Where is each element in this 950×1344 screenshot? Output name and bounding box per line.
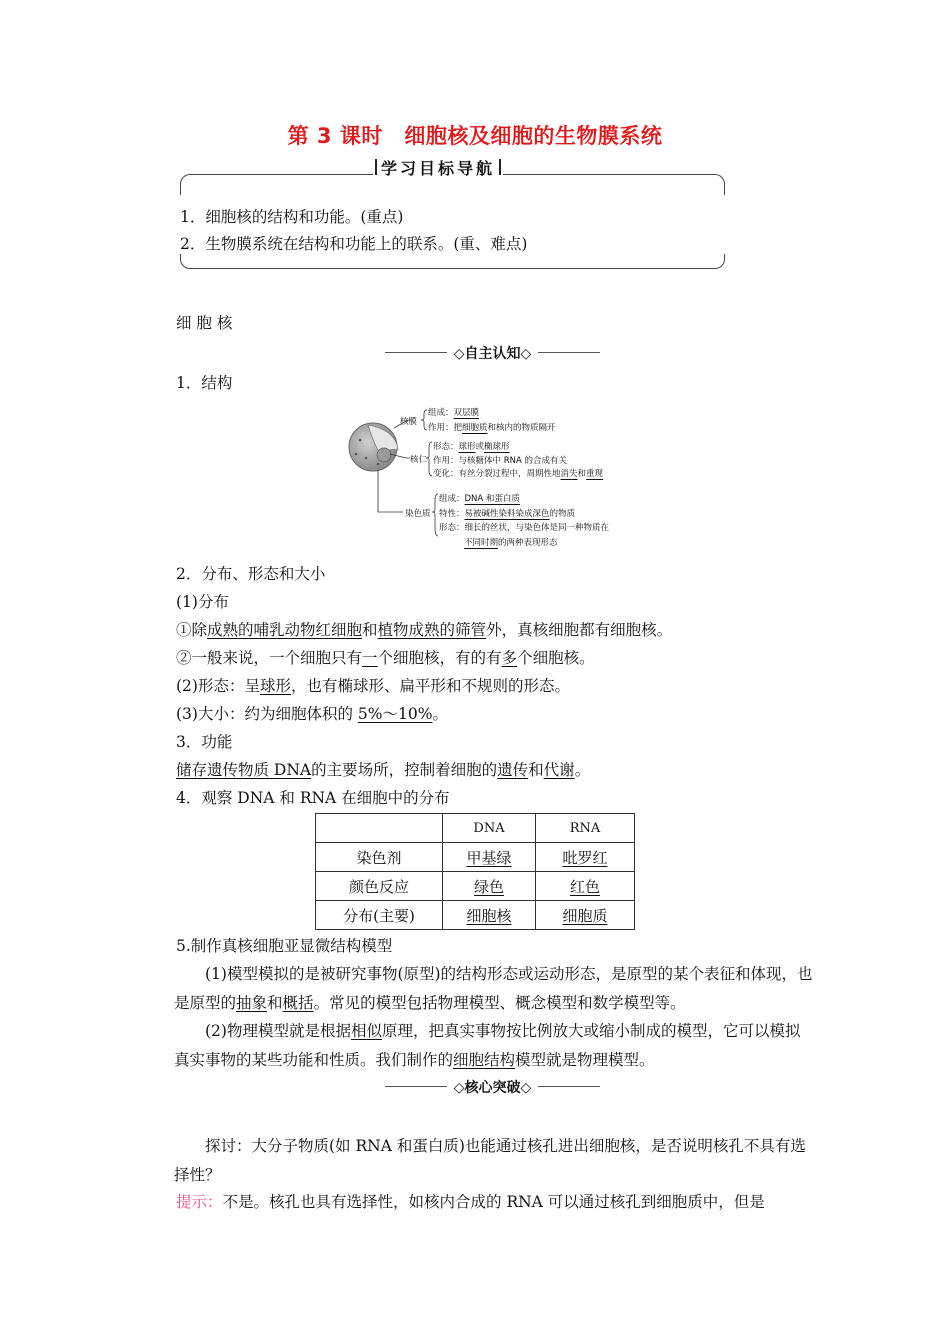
divider-label: ◇自主认知◇ [453, 346, 532, 362]
table-cell: 甲基绿 [443, 843, 536, 872]
nucleolus-function: 作用：与核糖体中 RNA 的合成有关 [433, 456, 567, 466]
learning-goals-box [180, 159, 725, 270]
s2-line1: ①除成熟的哺乳动物红细胞和植物成熟的筛管外，真核细胞都有细胞核。 [176, 621, 673, 639]
hint-label: 提示： [176, 1193, 223, 1211]
s2-line4: (3)大小：约为细胞体积的 5%～10%。 [176, 705, 448, 723]
table-cell: 染色剂 [316, 843, 443, 872]
table-cell: 分布(主要) [316, 901, 443, 930]
s3-heading: 3．功能 [176, 733, 233, 751]
table-cell: 吡罗红 [536, 843, 635, 872]
table-cell: 细胞质 [536, 901, 635, 930]
chromatin-form-2: 不同时期的两种表现形态 [464, 538, 558, 548]
nucleolus-label: 核仁 [410, 455, 428, 465]
s5-paragraph-2: (2)物理模型就是根据相似原理，把真实事物按比例放大或缩小制成的模型，它可以模拟真实事物的某些功能和性质。我们制作的细胞结构模型就是物理模型。 [174, 1022, 801, 1069]
membrane-function: 作用：把细胞质和核内的物质隔开 [428, 423, 556, 433]
table-cell: 颜色反应 [316, 872, 443, 901]
page-title: 第 3 课时 细胞核及细胞的生物膜系统 [287, 124, 663, 148]
membrane-label: 核膜 [400, 417, 418, 427]
chromatin-label: 染色质 [405, 509, 431, 519]
goals-label: 学习目标导航 [373, 156, 503, 179]
s5-paragraph-1: (1)模型模拟的是被研究事物(原型)的结构形态或运动形态，是原型的某个表征和体现，也是原型的抽象和概括。常见的模型包括物理模型、概念模型和数学模型等。 [174, 965, 813, 1012]
nucleus-structure-diagram [348, 400, 628, 552]
table-row [316, 872, 635, 901]
goals-bottom-border [180, 254, 725, 269]
table-header-cell [316, 814, 443, 843]
s5-heading: 5.制作真核细胞亚显微结构模型 [176, 937, 393, 955]
inquiry-answer: 提示：不是。核孔也具有选择性，如核内合成的 RNA 可以通过核孔到细胞质中，但是 [176, 1193, 765, 1211]
table-cell: 红色 [536, 872, 635, 901]
goal-item-2: 2．生物膜系统在结构和功能上的联系。(重、难点) [180, 235, 528, 253]
divider-self-study [385, 343, 600, 363]
s2-line2: ②一般来说，一个细胞只有一个细胞核，有的有多个细胞核。 [176, 649, 595, 667]
table-header-cell: RNA [536, 814, 635, 843]
s2-line3: (2)形态：呈球形，也有椭球形、扁平形和不规则的形态。 [176, 677, 570, 695]
membrane-composition: 组成：双层膜 [428, 408, 480, 418]
s2-heading: 2．分布、形态和大小 [176, 565, 326, 583]
inquiry-question: 探讨：大分子物质(如 RNA 和蛋白质)也能通过核孔进出细胞核，是否说明核孔不具有选择性？ [174, 1137, 806, 1184]
divider-label: ◇核心突破◇ [453, 1080, 532, 1096]
nucleolus-change: 变化：有丝分裂过程中，周期性地消失和重现 [433, 469, 604, 479]
chromatin-composition: 组成：DNA 和蛋白质 [439, 494, 520, 504]
table-row [316, 901, 635, 930]
table-cell: 细胞核 [443, 901, 536, 930]
section-heading: 细 胞 核 [176, 314, 233, 332]
observation-table [315, 813, 635, 930]
table-header-cell: DNA [443, 814, 536, 843]
s4-heading: 4．观察 DNA 和 RNA 在细胞中的分布 [176, 789, 450, 807]
s2-sub1: (1)分布 [176, 593, 229, 611]
nucleolus-shape: 形态：球形或椭球形 [433, 442, 510, 452]
goal-item-1: 1．细胞核的结构和功能。(重点) [180, 208, 404, 226]
table-row [316, 843, 635, 872]
s1-heading: 1．结构 [176, 374, 233, 392]
s3-content: 储存遗传物质 DNA的主要场所，控制着细胞的遗传和代谢。 [176, 761, 591, 779]
divider-core-breakthrough [385, 1077, 600, 1097]
table-cell: 绿色 [443, 872, 536, 901]
chromatin-form: 形态：细长的丝状，与染色体是同一种物质在 [439, 523, 610, 533]
table-header-row [316, 814, 635, 843]
chromatin-property: 特性：易被碱性染料染成深色的物质 [439, 509, 576, 519]
